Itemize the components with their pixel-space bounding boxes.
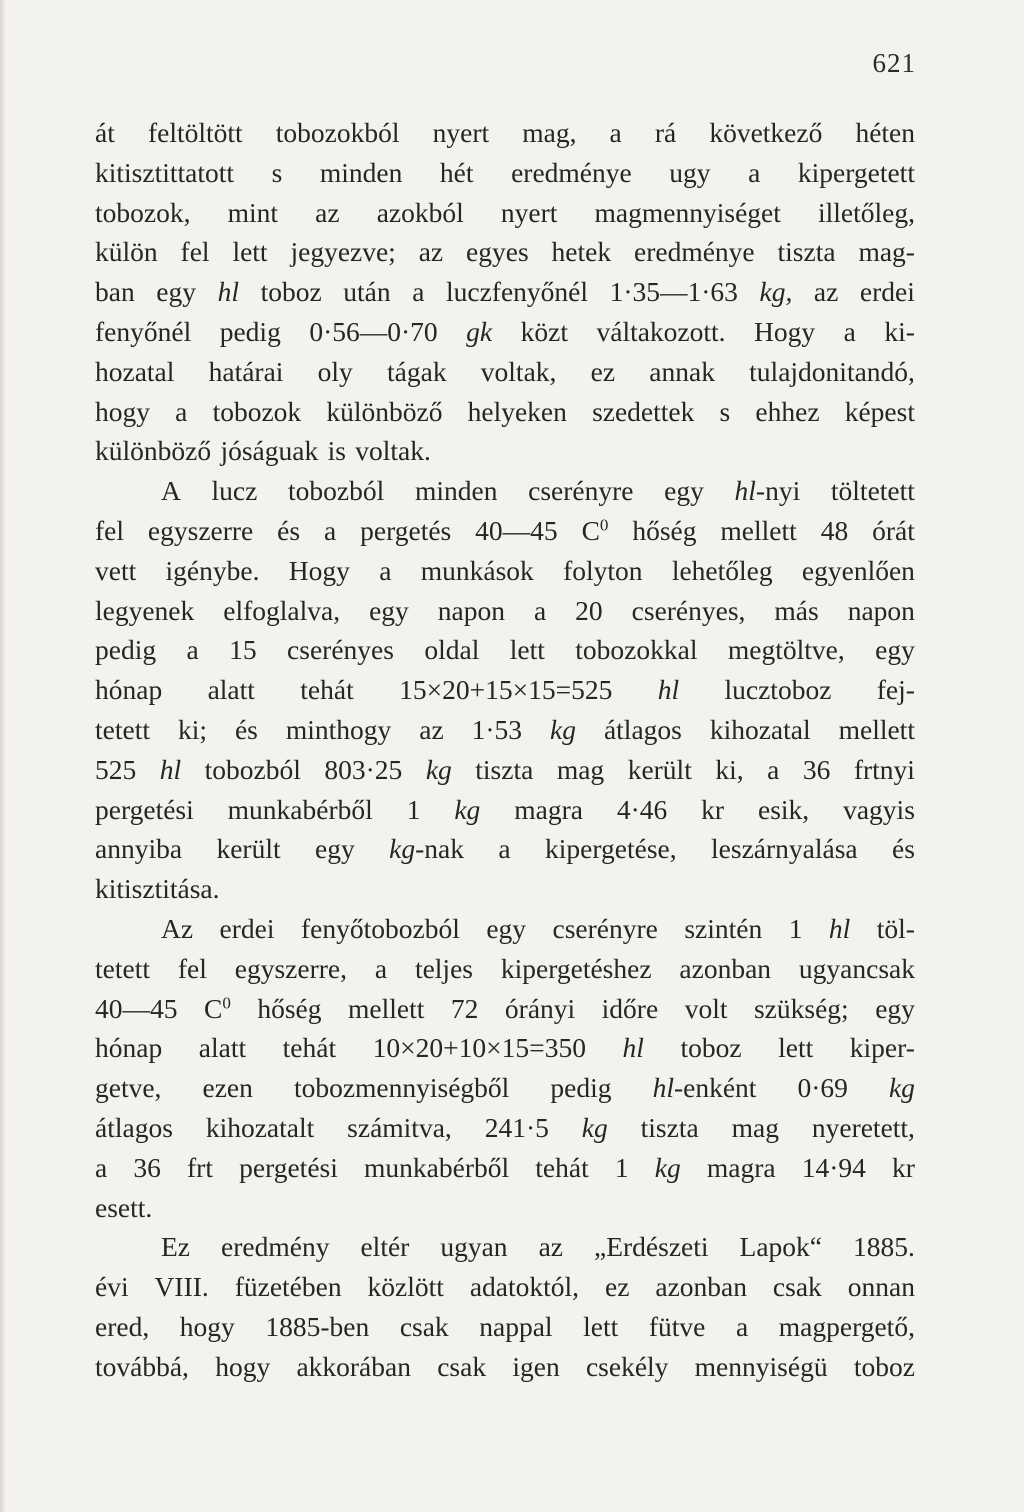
word: szedettek [592, 395, 695, 427]
word: A [161, 475, 181, 507]
word: került [216, 833, 281, 865]
word: 241·5 [484, 1111, 549, 1143]
word: Hogy [288, 554, 350, 586]
word: tobozok [212, 395, 302, 427]
word: kihozatal [709, 713, 811, 745]
word: a [767, 753, 780, 785]
word: kiper- [849, 1032, 915, 1064]
text-line [95, 1307, 915, 1347]
text-line [95, 193, 915, 233]
word: tobozokkal [575, 634, 698, 666]
word: s [719, 395, 731, 427]
text-line [95, 1108, 915, 1148]
word: egy [875, 634, 915, 666]
text-line [95, 869, 915, 909]
word: eredmény [221, 1231, 330, 1263]
text-line [95, 551, 915, 591]
word: hl [217, 276, 239, 308]
word: esett. [95, 1191, 153, 1223]
word: tobozból [204, 753, 301, 785]
word: az [315, 196, 340, 228]
word: a [748, 156, 761, 188]
word: más [774, 594, 819, 626]
word: a [843, 315, 856, 347]
word: nyert [500, 196, 558, 228]
word: 10×20+10×15=350 [372, 1032, 586, 1064]
word: órát [872, 514, 915, 546]
word: Az [161, 912, 194, 944]
word: az [418, 236, 444, 268]
text-line [95, 790, 915, 830]
word: töl- [876, 912, 915, 944]
word: minden [319, 156, 403, 188]
word: héten [855, 117, 915, 148]
word: erdei [219, 912, 275, 944]
word: váltakozott. [596, 315, 726, 347]
word: tágak [387, 355, 447, 387]
word: és [892, 833, 915, 865]
word: hogy [95, 395, 150, 427]
word: ki- [884, 315, 915, 347]
body-text [95, 113, 915, 1387]
word: magpergető, [778, 1310, 915, 1342]
word: 36 [802, 753, 831, 785]
word: hőség [257, 992, 322, 1024]
word: mag, [522, 117, 577, 148]
word: kg [581, 1111, 608, 1143]
word: onnan [847, 1271, 915, 1303]
word: annak [649, 355, 715, 387]
word: a [735, 1310, 749, 1342]
word: 1885-ben [265, 1310, 370, 1342]
word: órányi [504, 992, 576, 1024]
word: ered, [95, 1310, 150, 1342]
word: illetőleg, [818, 196, 915, 228]
text-line [95, 1148, 915, 1188]
word: fenyőtobozból [300, 912, 460, 944]
word: igen [512, 1350, 560, 1382]
word: egy [664, 475, 704, 507]
word: pedig [550, 1072, 612, 1104]
word: pedig [95, 634, 157, 666]
text-line [95, 1068, 915, 1108]
word: csak [399, 1310, 449, 1342]
word: egyes [466, 236, 529, 268]
text-line [95, 1188, 915, 1228]
word: kitisztittatott [95, 156, 235, 188]
word: magra [706, 1151, 776, 1183]
word: jegyezve; [290, 236, 396, 268]
text-line [95, 710, 915, 750]
text-line [95, 1028, 915, 1068]
word: cserényre [552, 912, 658, 944]
word: került [627, 753, 692, 785]
word: fenyőnél [95, 315, 192, 347]
word: közt [520, 315, 568, 347]
word: toboz [680, 1032, 742, 1064]
word: lett [509, 634, 545, 666]
word: kg [888, 1072, 915, 1104]
word: lett [232, 236, 268, 268]
word: képest [844, 395, 915, 427]
word: eredménye [634, 236, 755, 268]
word: voltak. [355, 435, 431, 467]
word: tiszta [777, 236, 836, 268]
text-line [95, 232, 915, 272]
word: tulajdonitandó, [749, 355, 915, 387]
word: füzetében [234, 1271, 342, 1303]
word: tetett [95, 713, 150, 745]
text-line [95, 392, 915, 432]
word: napon [847, 594, 915, 626]
word: kipergetett [797, 156, 915, 188]
text-line [95, 272, 915, 312]
word: 14·94 [801, 1151, 866, 1183]
word: lucz [211, 475, 258, 507]
text-line [95, 949, 915, 989]
text-line [95, 431, 915, 471]
word: fel [180, 236, 210, 268]
word: mellett [348, 992, 425, 1024]
word: hl [657, 674, 680, 706]
word: azonban [679, 952, 772, 984]
word: egy [156, 276, 197, 308]
word: továbbá, [95, 1350, 189, 1382]
word: egy [875, 992, 915, 1024]
word: külön [95, 236, 158, 268]
word: $C^0$ [204, 992, 231, 1024]
word: után [343, 276, 391, 308]
word: egyszerre, [234, 952, 347, 984]
text-line [95, 829, 915, 869]
word: tobozokból [275, 117, 400, 148]
text-line [95, 630, 915, 670]
word: leszárnyalása [711, 833, 858, 865]
word: 0·56—0·70 [309, 315, 438, 347]
word: hogy [215, 1350, 271, 1382]
word: 72 [450, 992, 479, 1024]
word: ugy [669, 156, 711, 188]
word: ez [590, 355, 616, 387]
word: ezen [202, 1072, 253, 1104]
word: hónap [95, 674, 163, 706]
word: frtnyi [853, 753, 915, 785]
word: és [234, 713, 258, 745]
word: 1 [406, 793, 421, 825]
word: lett [583, 1310, 619, 1342]
word: ugyancsak [798, 952, 915, 984]
word: csekély [585, 1350, 669, 1382]
text-line [95, 670, 915, 710]
word: tiszta [475, 753, 534, 785]
word: és [277, 514, 301, 546]
word: oldal [424, 634, 480, 666]
word: hl-nyi [734, 475, 801, 507]
word: az [419, 713, 444, 745]
word: hetek [551, 236, 612, 268]
word: 40—45 [95, 992, 178, 1024]
word: pedig [219, 315, 281, 347]
word: a [324, 514, 337, 546]
word: hl-enként [652, 1072, 757, 1104]
word: helyeken [467, 395, 567, 427]
text-line [95, 909, 915, 949]
word: kg [425, 753, 452, 785]
word: az [538, 1231, 563, 1263]
word: hogy [179, 1310, 235, 1342]
word: szükség; [753, 992, 849, 1024]
word: luczfenyőnél [445, 276, 588, 308]
word: fütve [648, 1310, 706, 1342]
word: azokból [376, 196, 464, 228]
word: kg [454, 793, 481, 825]
text-line [95, 511, 915, 551]
word: 803·25 [324, 753, 403, 785]
word: elfoglalva, [223, 594, 341, 626]
text-line [95, 989, 915, 1029]
word: kitisztitása. [95, 873, 220, 905]
word: egy [369, 594, 409, 626]
word: hl [622, 1032, 644, 1064]
word: kr [701, 793, 725, 825]
word: egy [315, 833, 355, 865]
word: átlagos [603, 713, 682, 745]
word: $C^0$ [581, 514, 609, 546]
word: 1885. [853, 1231, 915, 1263]
word: magmennyiséget [594, 196, 781, 228]
word: jóságuak [220, 435, 319, 467]
word: a [412, 276, 425, 308]
word: Hogy [754, 315, 816, 347]
word: folyton [563, 554, 643, 586]
word: s [271, 156, 283, 188]
word: Ez [161, 1231, 191, 1263]
word: oly [317, 355, 353, 387]
word: Lapok“ [739, 1231, 823, 1263]
word: fel [177, 952, 207, 984]
word: határai [208, 355, 284, 387]
word: tehát [300, 674, 354, 706]
word: cserényes, [631, 594, 746, 626]
word: „Erdészeti [594, 1231, 709, 1263]
word: nyeretett, [811, 1111, 915, 1143]
word: tehát [535, 1151, 589, 1183]
word: minthogy [285, 713, 392, 745]
word: 4·46 [616, 793, 668, 825]
word: kg-nak [389, 833, 464, 865]
word: kipergetéshez [500, 952, 652, 984]
text-line [95, 591, 915, 631]
word: nyert [432, 117, 490, 148]
word: magra [514, 793, 583, 825]
word: mennyiségü [694, 1350, 828, 1382]
word: volt [684, 992, 728, 1024]
word: mellett [838, 713, 915, 745]
word: lucztoboz [724, 674, 832, 706]
word: számitva, [347, 1111, 452, 1143]
text-line [95, 153, 915, 193]
word: ugyan [440, 1231, 508, 1263]
word: rá [654, 117, 677, 148]
word: a [379, 554, 392, 586]
word: különböző [326, 395, 443, 427]
word: csak [772, 1271, 822, 1303]
word: napon [437, 594, 505, 626]
word: különböző [95, 435, 212, 467]
word: vett [95, 554, 137, 586]
word: tiszta [640, 1111, 699, 1143]
word: pergetés [360, 514, 452, 546]
word: adatoktól, [469, 1271, 580, 1303]
word: a [374, 952, 388, 984]
word: 1·53 [471, 713, 523, 745]
word: alatt [207, 674, 255, 706]
word: kg, [759, 276, 793, 308]
text-line [95, 352, 915, 392]
word: kr [892, 1151, 915, 1183]
page-edge-shadow [0, 0, 6, 1512]
word: a [186, 634, 199, 666]
word: tobozok, [95, 196, 191, 228]
word: 20 [575, 594, 603, 626]
word: mag [731, 1111, 779, 1143]
text-line [95, 312, 915, 352]
word: 1 [788, 912, 803, 944]
word: frt [187, 1151, 213, 1183]
word: gk [466, 315, 493, 347]
word: munkások [420, 554, 534, 586]
word: szintén [684, 912, 763, 944]
word: tetett [95, 952, 150, 984]
word: kg [654, 1151, 681, 1183]
word: 40—45 [475, 514, 558, 546]
word: töltetett [830, 475, 915, 507]
word: VIII. [154, 1271, 209, 1303]
word: hl [159, 753, 182, 785]
word: hozatal [95, 355, 175, 387]
word: minden [414, 475, 498, 507]
word: annyiba [95, 833, 183, 865]
word: munkabérből [364, 1151, 510, 1183]
word: hét [439, 156, 474, 188]
word: csak [437, 1350, 487, 1382]
word: 1 [614, 1151, 629, 1183]
word: fej- [876, 674, 915, 706]
word: 1·35—1·63 [609, 276, 738, 308]
word: akkorában [296, 1350, 411, 1382]
word: egyszerre [147, 514, 254, 546]
word: cserényes [287, 634, 394, 666]
word: eltér [360, 1231, 410, 1263]
word: feltöltött [147, 117, 243, 148]
word: tobozmennyiségből [293, 1072, 510, 1104]
word: ki, [715, 753, 744, 785]
page-number: 621 [872, 48, 916, 78]
word: munkabérből [227, 793, 373, 825]
word: eredménye [511, 156, 632, 188]
word: teljes [414, 952, 473, 984]
text-line [95, 1347, 915, 1387]
word: kg [550, 713, 576, 745]
word: egyenlően [801, 554, 915, 586]
word: időre [601, 992, 659, 1024]
word: toboz [260, 276, 322, 308]
word: lett [778, 1032, 814, 1064]
word: alatt [198, 1032, 247, 1064]
word: legyenek [95, 594, 195, 626]
word: ki; [177, 713, 207, 745]
word: mag- [858, 236, 915, 268]
word: pergetési [239, 1151, 338, 1183]
word: az [813, 276, 839, 308]
word: a [95, 1151, 108, 1183]
text-line [95, 1227, 915, 1267]
word: kipergetése, [545, 833, 677, 865]
word: esik, [758, 793, 810, 825]
word: 525 [95, 753, 137, 785]
word: hl [828, 912, 851, 944]
word: egy [486, 912, 527, 944]
word: mellett [720, 514, 797, 546]
word: 15 [229, 634, 257, 666]
word: mint [227, 196, 279, 228]
word: hőség [632, 514, 697, 546]
text-line [95, 471, 915, 511]
word: toboz [853, 1350, 915, 1382]
text-line [95, 1267, 915, 1307]
text-line [95, 750, 915, 790]
word: cserényre [528, 475, 634, 507]
word: a [175, 395, 188, 427]
word: a [609, 117, 622, 148]
word: tehát [282, 1032, 337, 1064]
word: erdei [859, 276, 915, 308]
word: közlött [367, 1271, 444, 1303]
word: azonban [655, 1271, 747, 1303]
word: következő [709, 117, 823, 148]
word: voltak, [480, 355, 557, 387]
word: a [498, 833, 511, 865]
word: fel [95, 514, 125, 546]
word: kihozatalt [205, 1111, 315, 1143]
word: hónap [95, 1032, 163, 1064]
word: évi [95, 1271, 129, 1303]
word: átlagos [95, 1111, 173, 1143]
word: getve, [95, 1072, 162, 1104]
word: vagyis [843, 793, 915, 825]
word: is [327, 435, 346, 467]
word: tobozból [288, 475, 385, 507]
word: megtöltve, [727, 634, 845, 666]
word: át [95, 117, 115, 148]
word: ban [95, 276, 135, 308]
word: ehhez [755, 395, 820, 427]
word: nappal [479, 1310, 553, 1342]
word: 0·69 [797, 1072, 848, 1104]
word: mag [556, 753, 605, 785]
word: 36 [133, 1151, 161, 1183]
word: pergetési [95, 793, 194, 825]
word: 15×20+15×15=525 [399, 674, 613, 706]
word: a [533, 594, 547, 626]
word: ez [605, 1271, 630, 1303]
word: igénybe. [165, 554, 260, 586]
text-line [95, 113, 915, 153]
word: 48 [820, 514, 849, 546]
word: lehetőleg [671, 554, 773, 586]
